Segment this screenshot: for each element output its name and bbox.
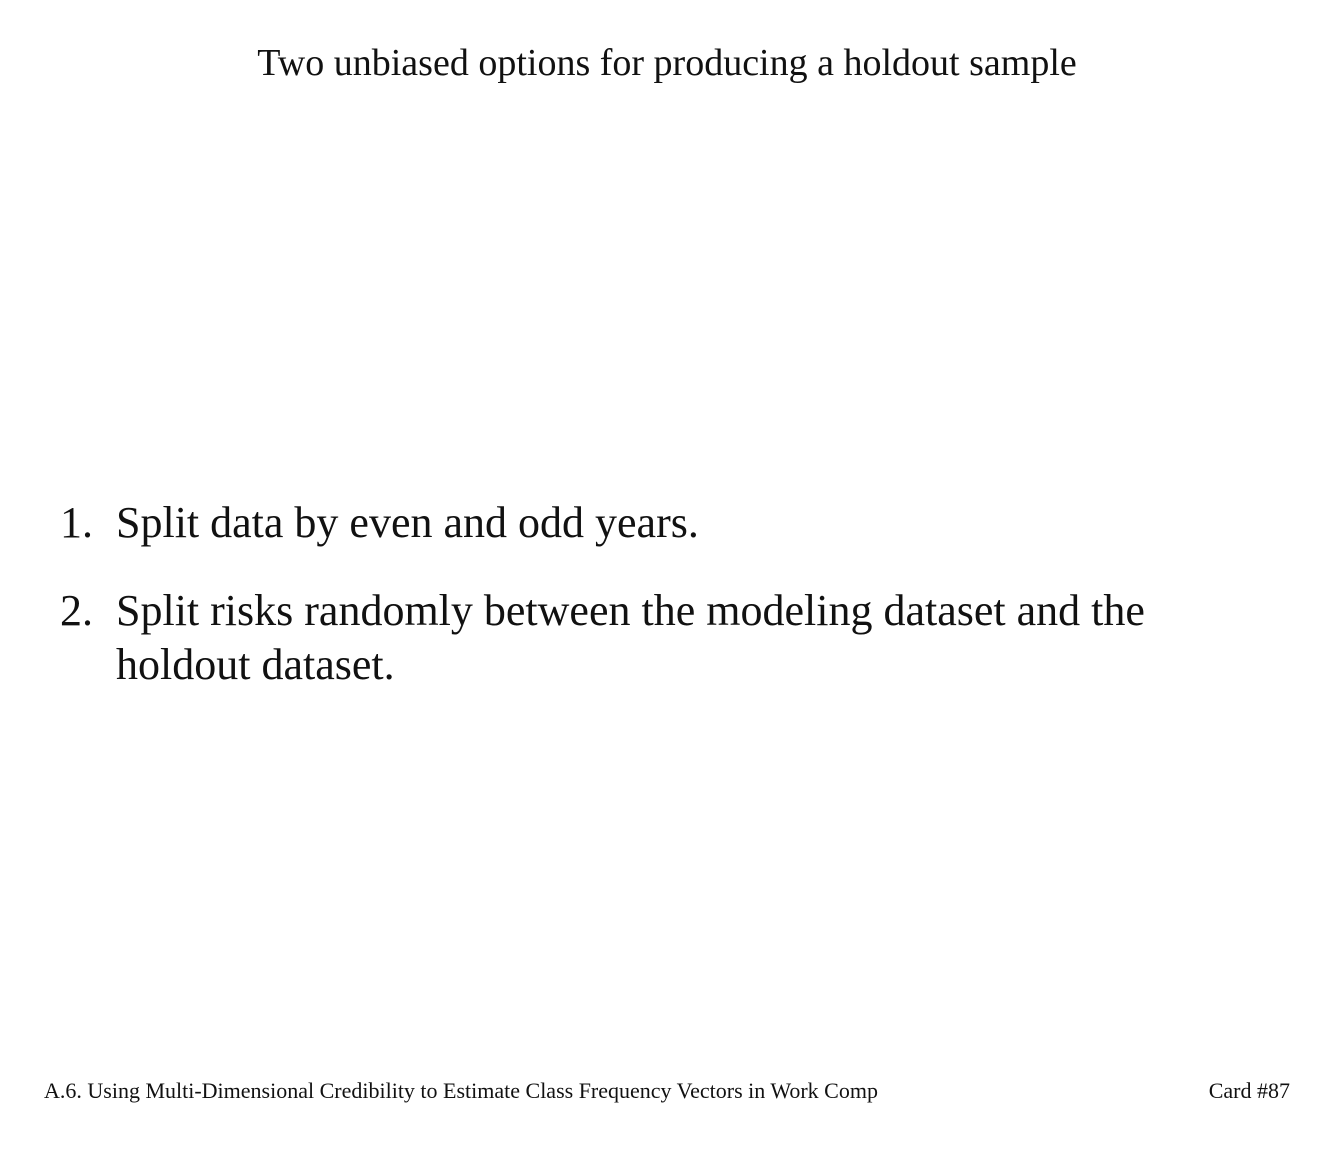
page-title: Two unbiased options for producing a holdout sample (257, 42, 1077, 84)
list-item-number: 2. (60, 586, 93, 635)
footer-card-number: Card #87 (1208, 1078, 1290, 1103)
list-item-text: Split data by even and odd years. (116, 498, 699, 547)
footer-section-title: A.6. Using Multi-Dimensional Credibility to Estimate Class Frequency Vectors in Work Comp (44, 1078, 878, 1103)
list-item (60, 496, 1280, 550)
list-item-number: 1. (60, 498, 93, 547)
list-item (60, 584, 1280, 692)
option-list (60, 496, 1280, 726)
list-item-text: Split risks randomly between the modeling dataset and the holdout dataset. (116, 586, 1145, 689)
